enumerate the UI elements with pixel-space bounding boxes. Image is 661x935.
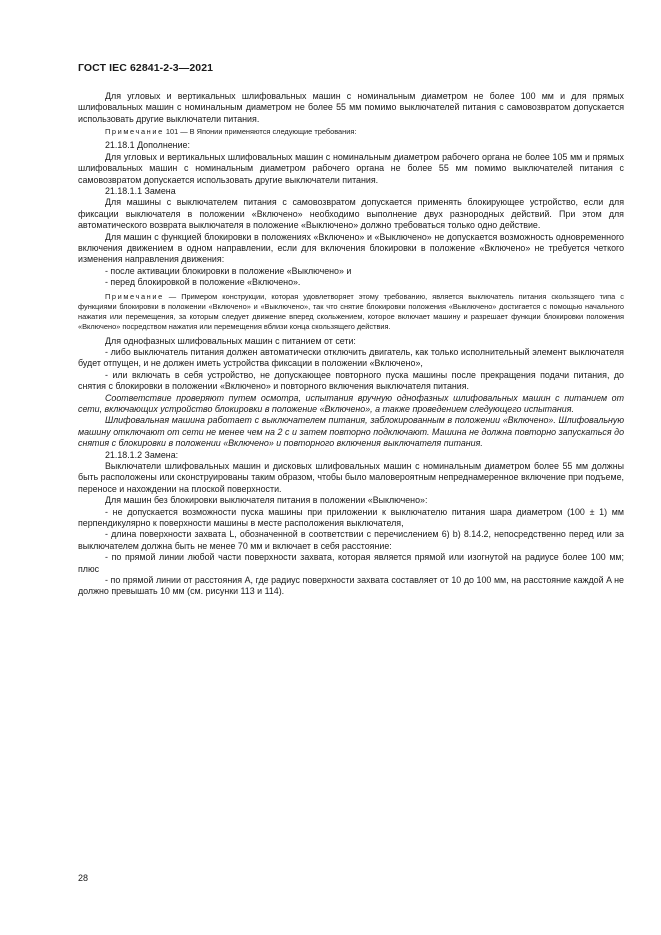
note-label: Примечание xyxy=(105,291,164,301)
paragraph: Для угловых и вертикальных шлифовальных машин с номинальным диаметром не более 100 мм и для прямых шлифовальных машин с номинальным диаметром не более 55 мм помимо выключателей питания с самовозвратом допускается использовать другие выключатели питания. xyxy=(78,91,624,124)
note xyxy=(78,292,624,333)
paragraph: Для машин с функцией блокировки в положениях «Включено» и «Выключено» не допускается возможность одновременного включения движением в одном направлении, если для включения блокировки в положение «Включено» не требуется четкого изменения направления движения: xyxy=(78,231,624,265)
list-item: - по прямой линии любой части поверхности захвата, которая является прямой или изогнутой на радиусе более 100 мм; плюс xyxy=(78,552,624,574)
section-heading: 21.18.1 Дополнение: xyxy=(105,140,190,151)
list-item: - либо выключатель питания должен автоматически отключить двигатель, как только исполнительный элемент выключателя будет отпущен, и не должен иметь устройства фиксации в положении «Включено», xyxy=(78,346,624,369)
list-item: - или включать в себя устройство, не допускающее повторного пуска машины после прекращения подачи питания, до снятия с блокировки в положении «Включено» и повторного включения выключателя питания. xyxy=(78,369,624,392)
compliance-paragraph: Соответствие проверяют путем осмотра, испытания вручную однофазных шлифовальных машин с питанием от сети, включающих устройство блокировки в положение «Включено», а также проведением следующего испытания. xyxy=(78,392,624,414)
paragraph: Для угловых и вертикальных шлифовальных машин с номинальным диаметром рабочего органа не более 105 мм и прямых шлифовальных машин с номинальным диаметром рабочего органа не более 55 мм помимо выключателей питания с самовозвратом допускается использовать другие выключатели питания. xyxy=(78,151,624,185)
paragraph: Для машины с выключателем питания с самовозвратом допускается применять блокирующее устройство, если для фиксации выключателя в положении «Включено» необходимо выполнение двух разнородных действий. При этом для автоматического возврата выключателя в положение «Выключено» должно требоваться только одно действие. xyxy=(78,197,624,231)
list-item: - перед блокировкой в положение «Включено». xyxy=(105,277,301,288)
paragraph: Для машин без блокировки выключателя питания в положении «Выключено»: xyxy=(105,495,428,506)
document-header: ГОСТ IEC 62841-2-3—2021 xyxy=(78,62,214,74)
section-heading: 21.18.1.2 Замена: xyxy=(105,449,179,460)
page-number: 28 xyxy=(78,873,89,883)
note-label: Примечание xyxy=(105,127,164,137)
note-text: — Примером конструкции, которая удовлетворяет этому требованию, является выключатель питания скользящего типа с функциями блокировки в положении «Включено» и «Выключено», так что снятие блокировки положения «Выключено» достигается с помощью начального нажатия или перемещения, за которым следует движение вперед скольжением, которое включает машину и разрешает функции блокировки положения «Включено» посредством нажатия или перемещения вблизи конца скользящего действия. xyxy=(78,291,624,332)
paragraph: Выключатели шлифовальных машин и дисковых шлифовальных машин с номинальным диаметром более 55 мм должны быть расположены или сконструированы таким образом, чтобы было маловероятным непреднамеренное включение при подъеме, переносе и нахождении на плоской поверхности. xyxy=(78,460,624,494)
section-heading: 21.18.1.1 Замена xyxy=(105,186,176,197)
list-item: - после активации блокировки в положение «Выключено» и xyxy=(105,265,352,276)
note-text: 101 — В Японии применяются следующие требования: xyxy=(165,127,357,137)
document-body xyxy=(78,91,624,598)
list-item: - длина поверхности захвата L, обозначенной в соответствии с перечислением 6) b) 8.14.2, непосредственно перед или за выключателем должна быть не менее 70 мм и включает в себя расстояние: xyxy=(78,529,624,551)
note xyxy=(78,127,624,137)
list-item: - не допускается возможности пуска машины при приложении к выключателю питания шара диаметром (100 ± 1) мм перпендикулярно к поверхности машины в месте расположения выключателя, xyxy=(78,506,624,529)
list-item: - по прямой линии от расстояния A, где радиус поверхности захвата составляет от 10 до 100 мм, на расстояние каждой A не должно превышать 10 мм (см. рисунки 113 и 114). xyxy=(78,575,624,597)
paragraph: Для однофазных шлифовальных машин с питанием от сети: xyxy=(105,335,356,346)
test-paragraph: Шлифовальная машина работает с выключателем питания, заблокированным в положении «Включено». Шлифовальную машину отключают от сети не менее чем на 2 с и затем повторно подключают. Машина не должна повторно запускаться до снятия с блокировки в положении «Включено» и повторного включения выключателя питания. xyxy=(78,415,624,449)
